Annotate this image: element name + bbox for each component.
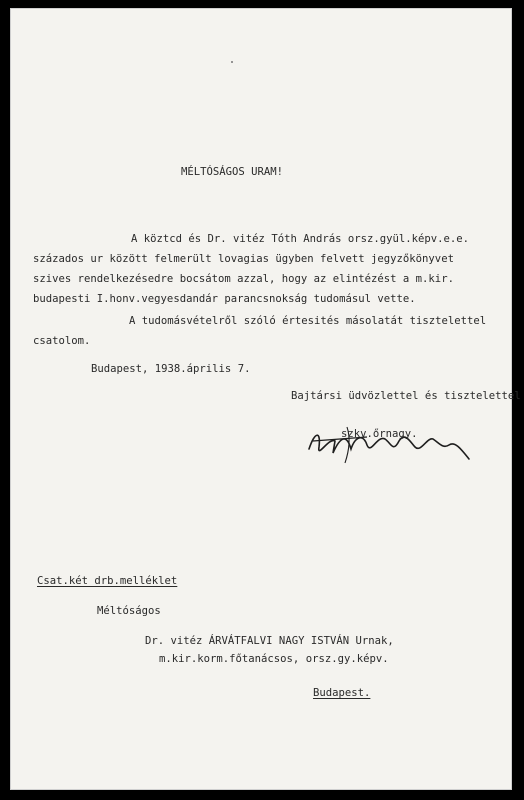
body-line-5: A tudomásvételről szóló értesités másolatát tisztelettel [129,315,487,327]
paper-speck [231,61,233,63]
body-line-1: A köztcd és Dr. vitéz Tóth András orsz.gyül.képv.e.e. [131,233,470,245]
salutation: MÉLTÓSÁGOS URAM! [181,166,284,178]
handwritten-signature [307,419,477,469]
body-line-3: szives rendelkezésedre bocsátom azzal, hogy az elintézést a m.kir. [33,273,454,285]
letter-page [10,8,521,790]
signature-title: szkv.őrnagy. [341,428,418,440]
closing: Bajtársi üdvözlettel és tisztelettel [291,390,521,402]
enclosure-note: Csat.két drb.melléklet [37,575,178,587]
address-honorific: Méltóságos [97,605,161,617]
address-name: Dr. vitéz ÁRVÁTFALVI NAGY ISTVÁN Urnak, [145,635,394,647]
body-line-4: budapesti I.honv.vegyesdandár parancsnokság tudomásul vette. [33,293,416,305]
body-line-2: százados ur között felmerült lovagias ügyben felvett jegyzőkönyvet [33,253,454,265]
address-title: m.kir.korm.főtanácsos, orsz.gy.képv. [159,653,389,665]
letter-date: Budapest, 1938.április 7. [91,363,251,375]
address-city: Budapest. [313,687,371,699]
body-line-6: csatolom. [33,335,91,347]
